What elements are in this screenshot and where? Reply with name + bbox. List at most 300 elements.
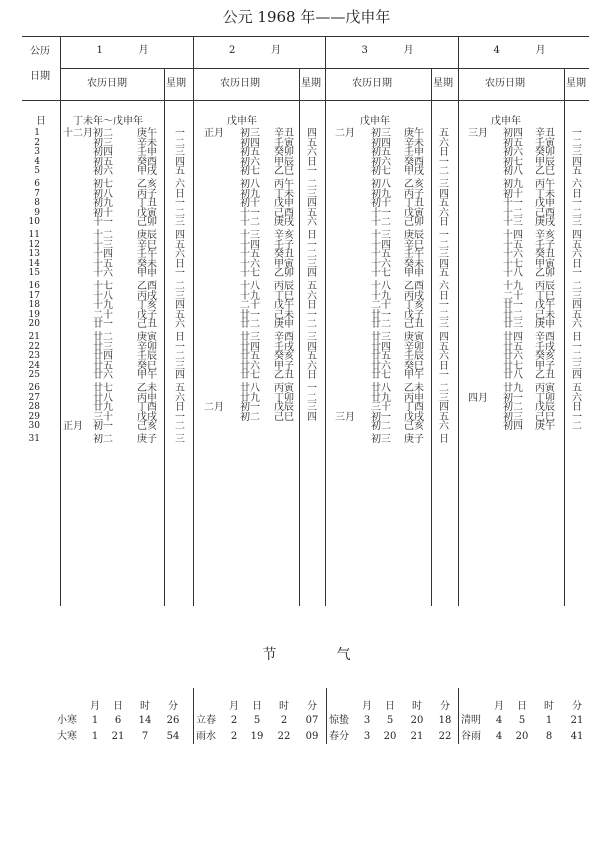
weekday: 五 (439, 128, 449, 139)
ganzhi: 甲辰 (535, 156, 555, 168)
ganzhi: 己亥 (137, 421, 157, 432)
solar-header-label: 日期 (30, 71, 50, 82)
weekday: 二 (439, 383, 449, 394)
lunar-month-marker: 二月 (335, 128, 355, 139)
lunar-date: 十三 (240, 230, 260, 241)
ganzhi: 乙巳 (535, 166, 555, 177)
solar-term-month: 3 (363, 731, 371, 742)
month-number: 2 (229, 45, 236, 56)
ganzhi: 己巳 (535, 411, 555, 423)
ganzhi: 乙未 (404, 383, 424, 394)
ganzhi: 壬子 (274, 239, 294, 251)
lunar-date: 廿三 (240, 332, 260, 343)
ganzhi: 丙午 (274, 179, 294, 190)
ganzhi: 辛丑 (274, 128, 294, 139)
weekday: 四 (175, 156, 185, 168)
lunar-date: 初八 (240, 179, 260, 190)
lunar-date: 十五 (371, 249, 391, 260)
weekday: 一 (175, 268, 185, 279)
weekday: 四 (572, 156, 582, 168)
weekday: 一 (572, 128, 582, 139)
solar-day: 12 (28, 239, 40, 250)
lunar-date: 十六 (93, 268, 113, 279)
ganzhi: 丙申 (137, 392, 157, 404)
lunar-date: 廿八 (240, 383, 260, 394)
ganzhi: 壬寅 (274, 137, 294, 149)
solar-term-name: 清明 (461, 715, 481, 726)
lunar-date: 二十 (503, 290, 523, 302)
lunar-month-marker: 二月 (204, 402, 224, 413)
weekday: 四 (572, 230, 582, 241)
ganzhi: 辛卯 (404, 341, 424, 353)
lunar-header-label: 农历日期 (485, 78, 525, 89)
lunar-date: 十二 (93, 230, 113, 241)
lunar-date: 初六 (503, 147, 523, 158)
weekday: 二 (307, 392, 317, 404)
ganzhi: 己卯 (137, 217, 157, 228)
ganzhi: 丁亥 (404, 300, 424, 311)
ganzhi: 丁酉 (404, 402, 424, 413)
lunar-date: 廿六 (240, 360, 260, 372)
ganzhi: 壬戌 (535, 341, 555, 353)
lunar-date: 初九 (371, 188, 391, 200)
weekday: 一 (175, 341, 185, 353)
weekday: 日 (439, 360, 449, 372)
lunar-date: 十三 (93, 239, 113, 251)
solar-term-day: 19 (250, 731, 264, 742)
month-suffix: 月 (138, 45, 149, 56)
year-note: 戊申年 (491, 116, 521, 127)
ganzhi: 己亥 (404, 421, 424, 432)
ganzhi: 甲寅 (535, 258, 555, 270)
lunar-date: 廿二 (503, 309, 523, 321)
month-number: 1 (96, 45, 103, 56)
solar-term-name: 雨水 (196, 731, 216, 742)
ganzhi: 丙午 (535, 179, 555, 190)
ganzhi: 乙未 (137, 383, 157, 394)
lunar-date: 廿一 (371, 309, 391, 321)
solar-day: 10 (28, 217, 40, 227)
solar-term-name: 立春 (196, 715, 216, 726)
lunar-date: 初八 (93, 188, 113, 200)
weekday-divider (564, 68, 565, 606)
ganzhi: 戊申 (274, 198, 294, 209)
ganzhi: 丙寅 (274, 383, 294, 394)
weekday: 二 (307, 319, 317, 330)
solar-day: 26 (28, 383, 40, 393)
ganzhi: 癸未 (137, 258, 157, 270)
lunar-date: 廿七 (93, 383, 113, 394)
lunar-date: 廿一 (503, 300, 523, 311)
lunar-date: 初七 (503, 156, 523, 168)
solar-term-month: 2 (230, 715, 238, 726)
lunar-date: 十七 (371, 268, 391, 279)
weekday: 二 (307, 179, 317, 190)
solar-day: 21 (28, 332, 40, 342)
ganzhi: 戊戌 (404, 411, 424, 423)
terms-divider (326, 688, 327, 744)
lunar-date: 十八 (240, 281, 260, 292)
solar-term-month: 4 (495, 731, 503, 742)
ganzhi: 戊午 (535, 300, 555, 311)
lunar-date: 初六 (240, 156, 260, 168)
weekday: 二 (572, 281, 582, 292)
weekday: 一 (307, 309, 317, 321)
ganzhi: 辛卯 (137, 341, 157, 353)
lunar-date: 三十 (371, 402, 391, 413)
weekday-divider (299, 68, 300, 606)
lunar-date: 十五 (503, 239, 523, 251)
ganzhi: 戊午 (274, 300, 294, 311)
lunar-date: 廿七 (240, 370, 260, 381)
weekday: 日 (572, 402, 582, 413)
weekday: 六 (572, 392, 582, 404)
ganzhi: 己卯 (404, 217, 424, 228)
ganzhi: 丁酉 (137, 402, 157, 413)
terms-header-month: 月 (229, 701, 239, 712)
lunar-date: 初二 (503, 402, 523, 413)
solar-day: 8 (34, 198, 40, 208)
weekday: 日 (307, 230, 317, 241)
month-suffix: 月 (535, 45, 546, 56)
lunar-date: 十七 (93, 281, 113, 292)
ganzhi: 癸酉 (404, 156, 424, 168)
weekday: 三 (439, 392, 449, 404)
ganzhi: 己酉 (274, 207, 294, 219)
lunar-date: 初七 (93, 179, 113, 190)
ganzhi: 乙丑 (274, 370, 294, 381)
weekday: 四 (307, 411, 317, 423)
ganzhi: 辛丑 (535, 128, 555, 139)
solar-day: 25 (28, 370, 40, 380)
lunar-date: 廿二 (371, 319, 391, 330)
weekday-divider (164, 68, 165, 606)
ganzhi: 辛酉 (535, 332, 555, 343)
lunar-date: 初八 (503, 166, 523, 177)
ganzhi: 庚辰 (404, 230, 424, 241)
ganzhi: 庚寅 (404, 332, 424, 343)
lunar-header-label: 农历日期 (220, 78, 260, 89)
solar-term-day: 5 (386, 715, 394, 726)
weekday: 六 (439, 421, 449, 432)
ganzhi: 丁丑 (137, 198, 157, 209)
ganzhi: 丙子 (404, 188, 424, 200)
lunar-date: 十三 (503, 217, 523, 228)
weekday-header-label: 星期 (301, 78, 321, 89)
ganzhi: 壬午 (137, 249, 157, 260)
lunar-date: 十九 (371, 290, 391, 302)
solar-term-name: 惊蛰 (329, 715, 349, 726)
solar-day: 2 (34, 137, 40, 148)
month-divider (458, 36, 459, 606)
solar-day: 1 (34, 128, 40, 138)
lunar-date: 二十 (371, 300, 391, 311)
ganzhi: 癸巳 (137, 360, 157, 372)
lunar-date: 廿九 (240, 392, 260, 404)
lunar-date: 廿四 (240, 341, 260, 353)
ganzhi: 癸巳 (404, 360, 424, 372)
lunar-date: 初四 (503, 421, 523, 432)
weekday: 日 (175, 332, 185, 343)
lunar-date: 廿五 (371, 351, 391, 362)
ganzhi: 戊子 (404, 309, 424, 321)
solar-day: 17 (28, 290, 40, 301)
solar-day: 24 (28, 360, 40, 371)
weekday: 二 (439, 166, 449, 177)
lunar-date: 初二 (371, 421, 391, 432)
ganzhi: 庚寅 (137, 332, 157, 343)
weekday: 六 (572, 179, 582, 190)
header-bottom-border (22, 100, 589, 101)
ganzhi: 乙酉 (404, 281, 424, 292)
weekday: 四 (175, 230, 185, 241)
lunar-date: 初五 (371, 147, 391, 158)
weekday: 日 (572, 188, 582, 200)
solar-term-minute: 54 (166, 731, 180, 742)
weekday: 四 (572, 300, 582, 311)
ganzhi: 甲辰 (274, 156, 294, 168)
solar-day: 5 (34, 166, 40, 176)
lunar-month-marker: 四月 (468, 392, 488, 404)
weekday: 日 (307, 370, 317, 381)
solar-term-day: 5 (518, 715, 526, 726)
lunar-date: 廿一 (93, 319, 113, 330)
lunar-date: 十五 (93, 258, 113, 270)
weekday: 四 (307, 268, 317, 279)
lunar-date: 廿四 (503, 332, 523, 343)
ganzhi: 癸卯 (535, 147, 555, 158)
weekday: 六 (175, 179, 185, 190)
lunar-date: 初七 (240, 166, 260, 177)
solar-term-month: 1 (91, 731, 99, 742)
weekday: 五 (572, 166, 582, 177)
year-note: 戊申年 (227, 116, 257, 127)
lunar-date: 廿六 (503, 351, 523, 362)
ganzhi: 丁巳 (535, 290, 555, 302)
ganzhi: 甲申 (404, 268, 424, 279)
lunar-date: 十四 (240, 239, 260, 251)
ganzhi: 庚午 (535, 421, 555, 432)
weekday: 六 (307, 290, 317, 302)
ganzhi: 庚午 (404, 128, 424, 139)
lunar-date: 初十 (240, 198, 260, 209)
weekday: 一 (175, 128, 185, 139)
ganzhi: 癸亥 (274, 351, 294, 362)
solar-day: 3 (34, 147, 40, 157)
ganzhi: 丁丑 (404, 198, 424, 209)
ganzhi: 壬申 (404, 147, 424, 158)
weekday: 二 (439, 309, 449, 321)
lunar-date: 初七 (371, 166, 391, 177)
lunar-date: 初五 (93, 156, 113, 168)
weekday: 六 (175, 249, 185, 260)
lunar-date: 十九 (93, 300, 113, 311)
weekday: 三 (307, 258, 317, 270)
ganzhi: 庚子 (137, 434, 157, 445)
ganzhi: 己巳 (274, 411, 294, 423)
solar-day: 23 (28, 351, 40, 361)
ganzhi: 丙辰 (274, 281, 294, 292)
ganzhi: 丙子 (137, 188, 157, 200)
weekday: 一 (572, 411, 582, 423)
lunar-month-marker: 正月 (204, 128, 224, 139)
solar-day: 7 (34, 188, 40, 199)
terms-header-month: 月 (90, 701, 100, 712)
ganzhi: 丁巳 (274, 290, 294, 302)
terms-header-hour: 时 (279, 701, 289, 712)
weekday: 三 (439, 319, 449, 330)
ganzhi: 丁未 (535, 188, 555, 200)
lunar-date: 十九 (503, 281, 523, 292)
ganzhi: 丁卯 (535, 392, 555, 404)
weekday: 日 (572, 258, 582, 270)
weekday-divider (431, 68, 432, 606)
solar-day: 31 (28, 434, 40, 444)
month-number: 3 (361, 45, 368, 56)
lunar-date: 廿三 (503, 319, 523, 330)
lunar-date: 十六 (240, 258, 260, 270)
lunar-date: 廿九 (503, 383, 523, 394)
solar-day: 30 (28, 421, 40, 431)
lunar-date: 十一 (240, 207, 260, 219)
lunar-date: 十四 (371, 239, 391, 251)
solar-term-hour: 8 (545, 731, 553, 742)
ganzhi: 戊子 (137, 309, 157, 321)
weekday: 四 (175, 300, 185, 311)
weekday: 五 (572, 239, 582, 251)
ganzhi: 丙戌 (404, 290, 424, 302)
weekday: 六 (439, 351, 449, 362)
weekday: 五 (307, 351, 317, 362)
ganzhi: 乙亥 (404, 179, 424, 190)
ganzhi: 戊辰 (535, 402, 555, 413)
weekday: 六 (439, 281, 449, 292)
weekday: 一 (572, 198, 582, 209)
weekday: 日 (439, 217, 449, 228)
ganzhi: 壬戌 (274, 341, 294, 353)
month-divider (193, 36, 194, 606)
terms-header-day: 日 (113, 701, 123, 712)
weekday: 日 (439, 147, 449, 158)
solar-terms-title: 节气 (262, 647, 411, 663)
solar-term-hour: 20 (410, 715, 424, 726)
solar-term-month: 3 (363, 715, 371, 726)
lunar-month-marker: 三月 (335, 411, 355, 423)
weekday: 四 (439, 332, 449, 343)
weekday: 三 (439, 249, 449, 260)
weekday: 五 (572, 309, 582, 321)
ganzhi: 戊戌 (137, 411, 157, 423)
ganzhi: 丙戌 (137, 290, 157, 302)
solar-term-minute: 18 (438, 715, 452, 726)
weekday: 六 (175, 392, 185, 404)
lunar-date: 十二 (371, 217, 391, 228)
lunar-date: 十七 (503, 258, 523, 270)
weekday: 三 (572, 217, 582, 228)
ganzhi: 甲戌 (404, 166, 424, 177)
terms-header-day: 日 (385, 701, 395, 712)
ganzhi: 甲子 (535, 360, 555, 372)
weekday: 一 (307, 239, 317, 251)
terms-divider (458, 688, 459, 744)
ganzhi: 庚午 (137, 128, 157, 139)
weekday: 日 (307, 300, 317, 311)
solar-term-day: 20 (515, 731, 529, 742)
lunar-date: 廿二 (240, 319, 260, 330)
weekday: 一 (572, 268, 582, 279)
solar-term-hour: 2 (280, 715, 288, 726)
weekday: 五 (572, 383, 582, 394)
ganzhi: 庚戌 (535, 217, 555, 228)
weekday: 日 (175, 402, 185, 413)
lunar-date: 十三 (371, 230, 391, 241)
ganzhi: 甲子 (274, 360, 294, 372)
weekday: 三 (572, 290, 582, 302)
month-divider (325, 36, 326, 606)
weekday: 一 (439, 370, 449, 381)
ganzhi: 癸卯 (274, 147, 294, 158)
ganzhi: 己未 (274, 309, 294, 321)
solar-day: 14 (28, 258, 40, 269)
lunar-date: 初一 (93, 421, 113, 432)
weekday: 一 (572, 341, 582, 353)
lunar-date: 十七 (240, 268, 260, 279)
lunar-date: 初三 (240, 128, 260, 139)
ganzhi: 辛亥 (535, 230, 555, 241)
weekday: 五 (175, 239, 185, 251)
weekday: 四 (439, 258, 449, 270)
weekday: 五 (439, 341, 449, 353)
lunar-date: 初一 (371, 411, 391, 423)
weekday: 四 (572, 370, 582, 381)
ganzhi: 己丑 (137, 319, 157, 330)
lunar-date: 初二 (93, 434, 113, 445)
ganzhi: 甲寅 (274, 258, 294, 270)
terms-header-month: 月 (494, 701, 504, 712)
weekday: 六 (439, 137, 449, 149)
lunar-date: 初五 (503, 137, 523, 149)
weekday: 三 (307, 332, 317, 343)
ganzhi: 戊寅 (404, 207, 424, 219)
weekday: 四 (175, 370, 185, 381)
terms-header-minute: 分 (307, 701, 317, 712)
ganzhi: 辛巳 (137, 239, 157, 251)
weekday: 六 (307, 217, 317, 228)
weekday: 二 (175, 207, 185, 219)
weekday: 日 (175, 258, 185, 270)
weekday: 日 (439, 290, 449, 302)
weekday: 五 (307, 281, 317, 292)
weekday: 日 (307, 156, 317, 168)
ganzhi: 丁卯 (274, 392, 294, 404)
lunar-date: 廿五 (503, 341, 523, 353)
lunar-date: 十六 (503, 249, 523, 260)
ganzhi: 壬子 (535, 239, 555, 251)
solar-day: 19 (28, 309, 40, 320)
month-suffix: 月 (403, 45, 414, 56)
lunar-month-marker: 三月 (468, 128, 488, 139)
lunar-date: 十八 (503, 268, 523, 279)
weekday: 一 (175, 411, 185, 423)
ganzhi: 丁亥 (137, 300, 157, 311)
lunar-date: 初四 (371, 137, 391, 149)
lunar-date: 十五 (240, 249, 260, 260)
lunar-date: 十二 (503, 207, 523, 219)
solar-header-label: 公历 (30, 46, 50, 57)
lunar-date: 十八 (93, 290, 113, 302)
weekday: 三 (307, 188, 317, 200)
weekday: 六 (572, 249, 582, 260)
